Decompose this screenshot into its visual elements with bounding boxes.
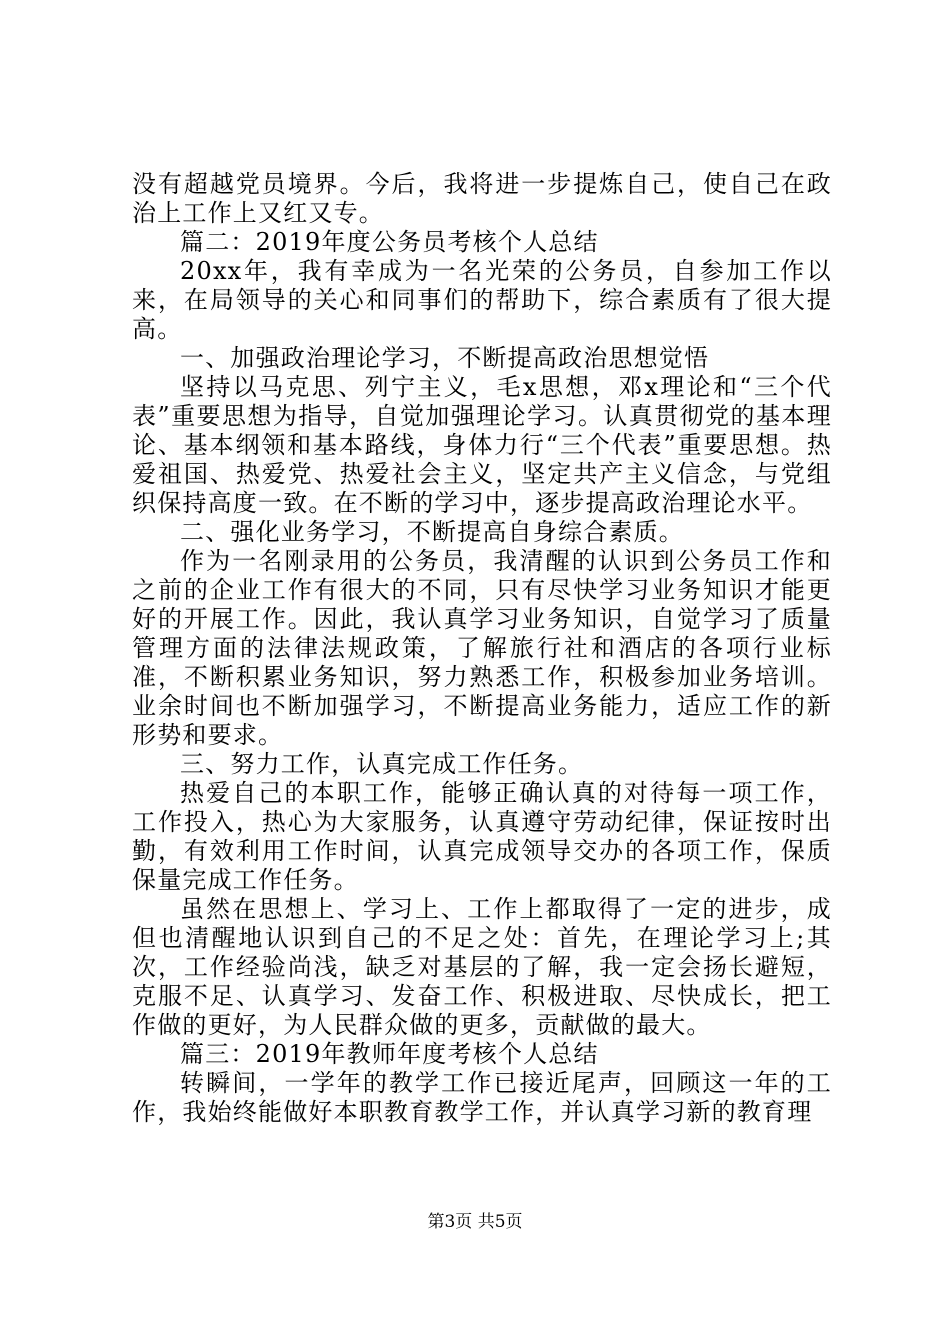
paragraph-8: 热爱自己的本职工作，能够正确认真的对待每一项工作，工作投入，热心为大家服务，认真遵守劳动纪律，保证按时出勤，有效利用工作时间，认真完成领导交办的各项工作，保质保量完成工作任务。 [132, 779, 832, 894]
paragraph-4: 坚持以马克思、列宁主义，毛x思想，邓x理论和“三个代表”重要思想为指导，自觉加强理论学习。认真贯彻党的基本理论、基本纲领和基本路线，身体力行“三个代表”重要思想。热爱祖国、热爱党、热爱社会主义，坚定共产主义信念，与党组织保持高度一致。在不断的学习中，逐步提高政治理论水平。 [132, 373, 832, 517]
document-body [132, 170, 832, 1127]
paragraph-11: 转瞬间，一学年的教学工作已接近尾声，回顾这一年的工作，我始终能做好本职教育教学工作，并认真学习新的教育理 [132, 1069, 832, 1126]
section-heading-part2: 篇二：2019年度公务员考核个人总结 [180, 228, 599, 256]
paragraph-0: 没有超越党员境界。今后，我将进一步提炼自己，使自己在政治上工作上又红又专。 [132, 170, 832, 227]
section-heading-part3: 篇三：2019年教师年度考核个人总结 [180, 1040, 599, 1068]
paragraph-9: 虽然在思想上、学习上、工作上都取得了一定的进步，成但也清醒地认识到自己的不足之处：首先，在理论学习上;其次，工作经验尚浅，缺乏对基层的了解，我一定会扬长避短，克服不足、认真学习、发奋工作、积极进取、尽快成长，把工作做的更好，为人民群众做的更多，贡献做的最大。 [132, 895, 832, 1039]
paragraph-6: 作为一名刚录用的公务员，我清醒的认识到公务员工作和之前的企业工作有很大的不同，只有尽快学习业务知识才能更好的开展工作。因此，我认真学习业务知识，自觉学习了质量管理方面的法律法规政策，了解旅行社和酒店的各项行业标准，不断积累业务知识，努力熟悉工作，积极参加业务培训。业余时间也不断加强学习，不断提高业务能力，适应工作的新形势和要求。 [132, 547, 832, 749]
subheading-work-tasks: 三、努力工作，认真完成工作任务。 [180, 750, 584, 778]
paragraph-2: 20xx年，我有幸成为一名光荣的公务员，自参加工作以来，在局领导的关心和同事们的帮助下，综合素质有了很大提高。 [132, 257, 832, 343]
subheading-business-study: 二、强化业务学习，不断提高自身综合素质。 [180, 518, 684, 546]
subheading-political-study: 一、加强政治理论学习，不断提高政治思想觉悟 [180, 344, 710, 372]
page-number-footer: 第3页 共5页 [427, 1212, 523, 1232]
